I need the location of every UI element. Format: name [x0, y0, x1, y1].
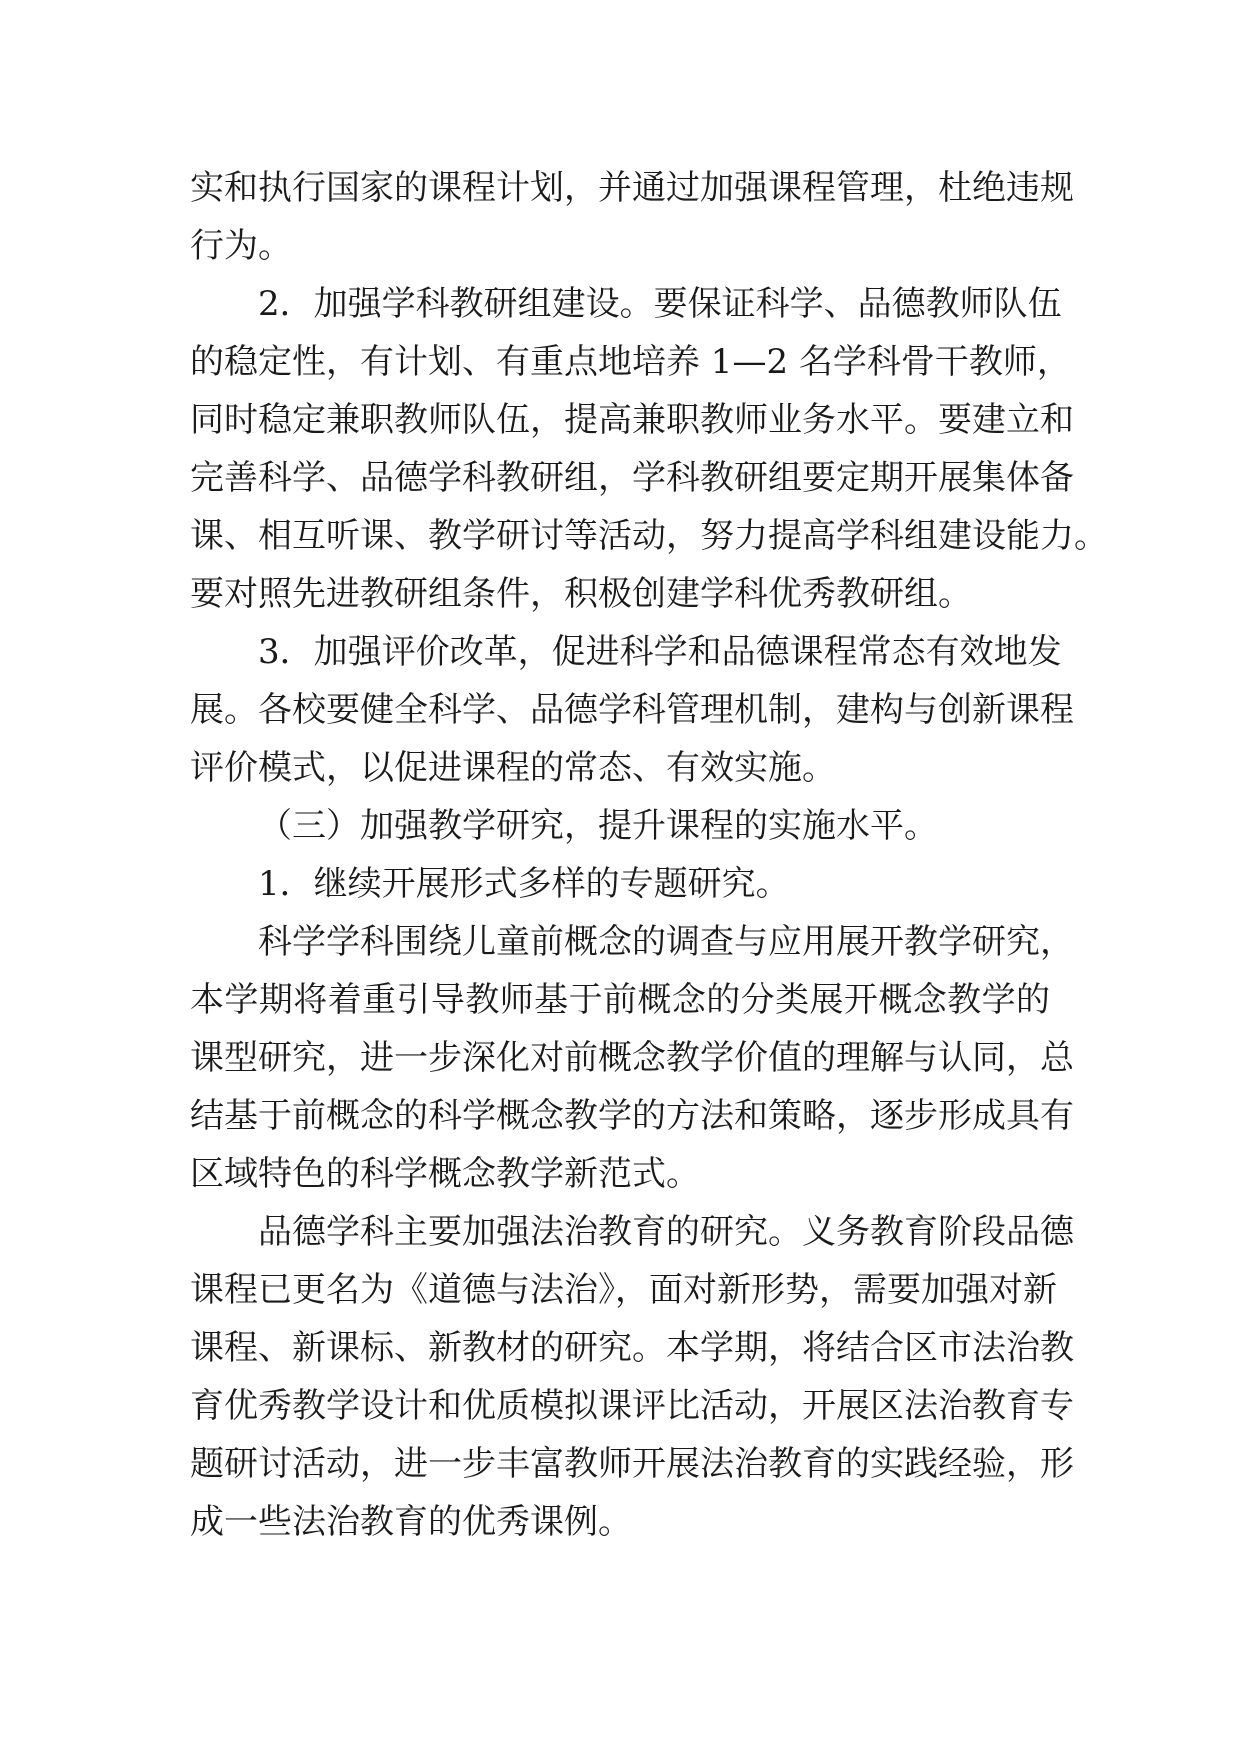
text-line: 同时稳定兼职教师队伍，提高兼职教师业务水平。要建立和: [190, 400, 1074, 440]
text-line: 展。各校要健全科学、品德学科管理机制，建构与创新课程: [190, 690, 1074, 730]
text-line: 完善科学、品德学科教研组，学科教研组要定期开展集体备: [190, 458, 1074, 498]
text-line: 育优秀教学设计和优质模拟课评比活动，开展区法治教育专: [190, 1386, 1074, 1426]
text-line: 科学学科围绕儿童前概念的调查与应用展开教学研究，: [258, 922, 1074, 962]
subsection-heading: 1．继续开展形式多样的专题研究。: [258, 864, 790, 904]
text-line: 评价模式，以促进课程的常态、有效实施。: [190, 748, 836, 788]
text-line: 课程已更名为《道德与法治》，面对新形势，需要加强对新: [190, 1270, 1057, 1310]
text-line: 本学期将着重引导教师基于前概念的分类展开概念教学的: [190, 980, 1050, 1020]
text-line: 结基于前概念的科学概念教学的方法和策略，逐步形成具有: [190, 1096, 1074, 1136]
text-line: 的稳定性，有计划、有重点地培养 1—2 名学科骨干教师，: [190, 342, 1071, 382]
text-line: 成一些法治教育的优秀课例。: [190, 1502, 632, 1542]
text-line: 区域特色的科学概念教学新范式。: [190, 1154, 700, 1194]
text-line: 实和执行国家的课程计划，并通过加强课程管理，杜绝违规: [190, 168, 1074, 208]
text-line: 要对照先进教研组条件，积极创建学科优秀教研组。: [190, 574, 972, 614]
section-heading: （三）加强教学研究，提升课程的实施水平。: [258, 806, 938, 846]
text-line: 题研讨活动，进一步丰富教师开展法治教育的实践经验，形: [190, 1444, 1074, 1484]
text-line: 课、相互听课、教学研讨等活动，努力提高学科组建设能力。: [190, 516, 1108, 556]
text-line: 3．加强评价改革，促进科学和品德课程常态有效地发: [258, 632, 1062, 672]
text-line: 课型研究，进一步深化对前概念教学价值的理解与认同，总: [190, 1038, 1074, 1078]
text-line: 课程、新课标、新教材的研究。本学期，将结合区市法治教: [190, 1328, 1074, 1368]
text-line: 品德学科主要加强法治教育的研究。义务教育阶段品德: [258, 1212, 1074, 1252]
text-line: 行为。: [190, 226, 292, 266]
text-line: 2．加强学科教研组建设。要保证科学、品德教师队伍: [258, 284, 1062, 324]
